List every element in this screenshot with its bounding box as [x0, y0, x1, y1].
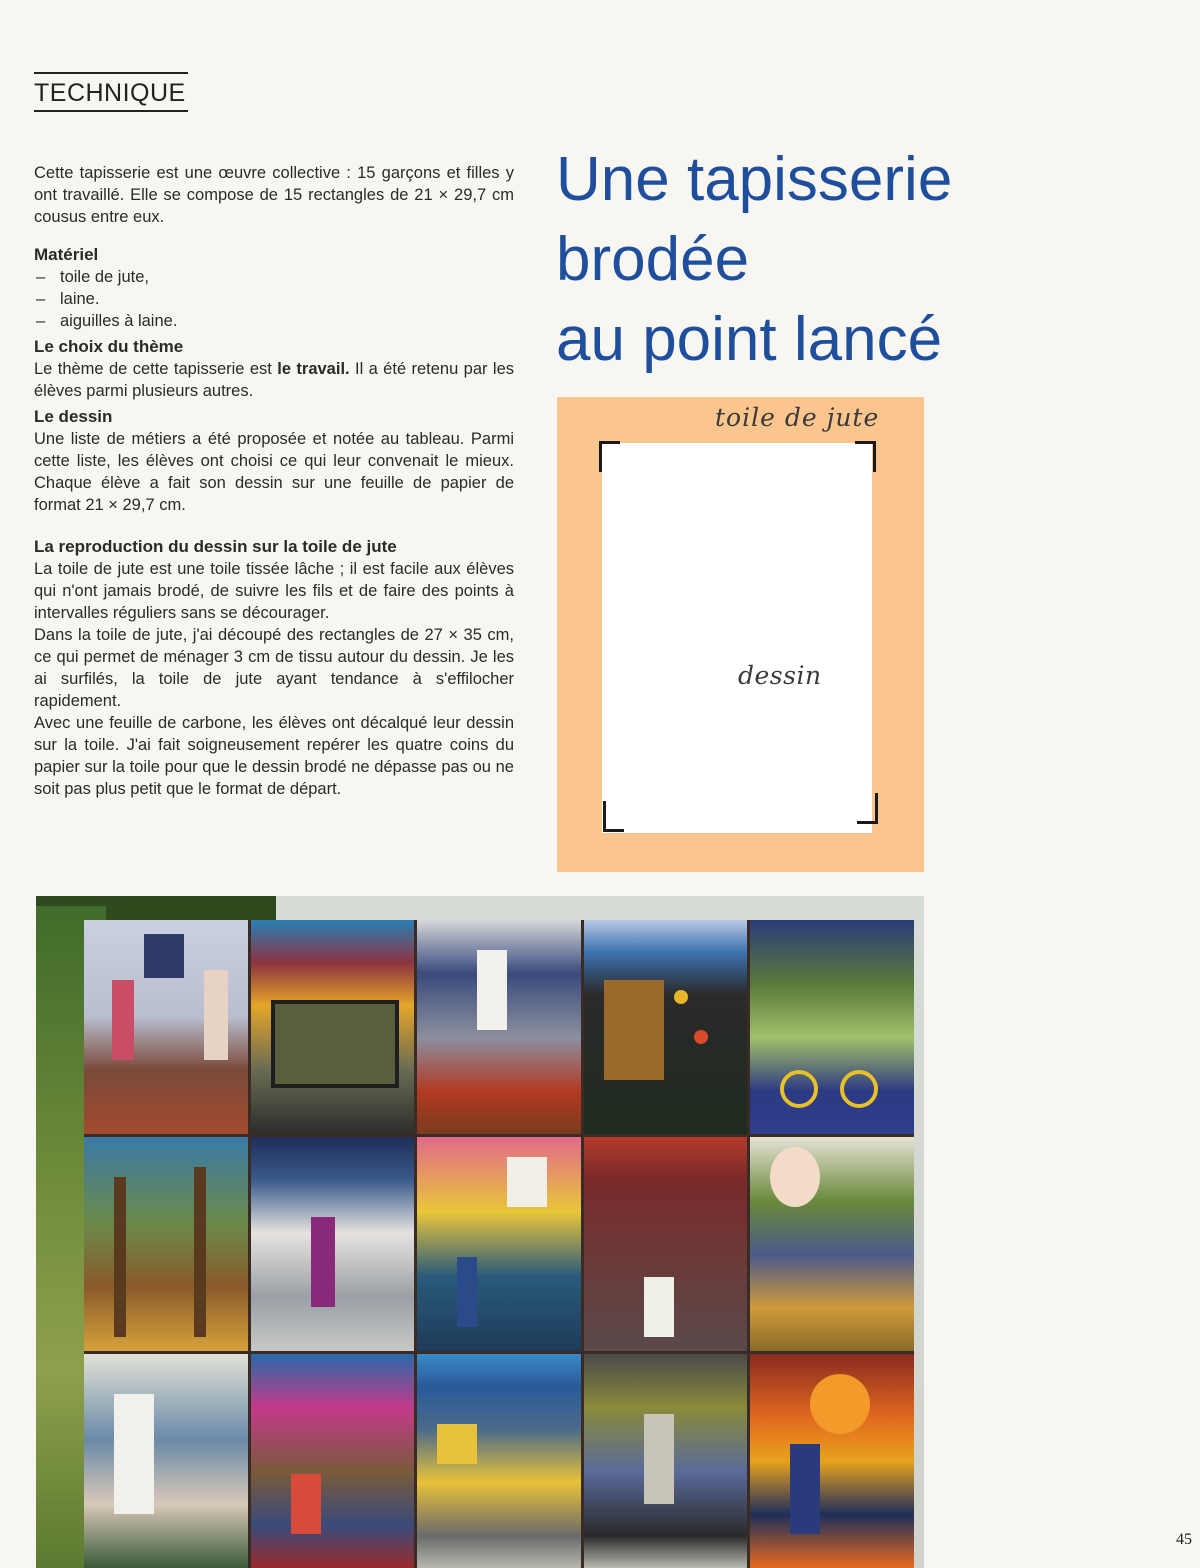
corner-mark-top-right	[855, 441, 876, 472]
text-column	[34, 162, 514, 800]
materiel-list	[34, 266, 514, 332]
reproduction-paragraph-3: Avec une feuille de carbone, les élèves ont décalqué leur dessin sur la toile. J'ai fait soigneusement repérer les quatre coins du papier sur la toile pour que le dessin brodé ne dépasse pas ou ne soit pas plus petit que le format de départ.	[34, 714, 514, 798]
page-number: 45	[1176, 1531, 1192, 1548]
reproduction-paragraph-2: Dans la toile de jute, j'ai découpé des rectangles de 27 × 35 cm, ce qui permet de ménager 3 cm de tissu autour du dessin. Je les ai surfilés, la toile de jute ayant tendance à s'effilocher rapidement.	[34, 626, 514, 710]
tapestry-panel	[750, 920, 914, 1134]
tapestry-panel	[251, 1137, 415, 1351]
reproduction-paragraph-1: La toile de jute est une toile tissée lâche ; il est facile aux élèves qui n'ont jamais brodé, de suivre les fils et de faire des points à intervalles réguliers sans se décourager.	[34, 560, 514, 622]
reproduction-heading: La reproduction du dessin sur la toile de jute	[34, 537, 397, 556]
intro-paragraph: Cette tapisserie est une œuvre collective : 15 garçons et filles y ont travaillé. Elle se compose de 15 rectangles de 21 × 29,7 cm cousus entre eux.	[34, 164, 514, 226]
tapestry-grid	[84, 920, 914, 1568]
tapestry-panel	[584, 1354, 748, 1568]
corner-mark-bottom-left	[603, 801, 624, 832]
tapestry-panel	[251, 920, 415, 1134]
page-title	[556, 140, 1116, 380]
theme-text-bold: le travail.	[277, 360, 350, 378]
theme-paragraph	[34, 358, 514, 402]
tapestry-panel	[750, 1354, 914, 1568]
tapestry-panel	[417, 1354, 581, 1568]
tapestry-photo	[36, 896, 924, 1568]
list-item: – aiguilles à laine.	[34, 310, 514, 332]
title-line-1: Une tapisserie	[556, 145, 953, 214]
tapestry-panel	[84, 1354, 248, 1568]
corner-mark-bottom-right	[857, 793, 878, 824]
corner-mark-top-left	[599, 441, 620, 472]
tapestry-panel	[417, 1137, 581, 1351]
tapestry-panel	[84, 1137, 248, 1351]
title-line-3: au point lancé	[556, 305, 943, 374]
dessin-label: dessin	[738, 661, 822, 690]
tapestry-panel	[750, 1137, 914, 1351]
list-item: – toile de jute,	[34, 266, 514, 288]
list-item: – laine.	[34, 288, 514, 310]
jute-diagram	[557, 397, 924, 872]
tapestry-panel	[417, 920, 581, 1134]
dessin-heading: Le dessin	[34, 407, 113, 426]
dessin-paragraph: Une liste de métiers a été proposée et notée au tableau. Parmi cette liste, les élèves ont choisi ce qui leur convenait le mieux. Chaque élève a fait son dessin sur une feuille de papier de format 21 × 29,7 cm.	[34, 430, 514, 514]
tapestry-panel	[584, 920, 748, 1134]
title-line-2: brodée	[556, 225, 750, 294]
jute-label: toile de jute	[715, 403, 880, 432]
tapestry-panel	[251, 1354, 415, 1568]
section-tag: TECHNIQUE	[34, 72, 188, 112]
theme-text-start: Le thème de cette tapisserie est	[34, 360, 278, 378]
tapestry-panel	[584, 1137, 748, 1351]
materiel-heading: Matériel	[34, 245, 99, 264]
paper-sheet	[602, 443, 872, 833]
theme-text-end: Il a été retenu par les élèves parmi plusieurs autres.	[34, 360, 514, 400]
tapestry-panel	[84, 920, 248, 1134]
theme-heading: Le choix du thème	[34, 337, 184, 356]
